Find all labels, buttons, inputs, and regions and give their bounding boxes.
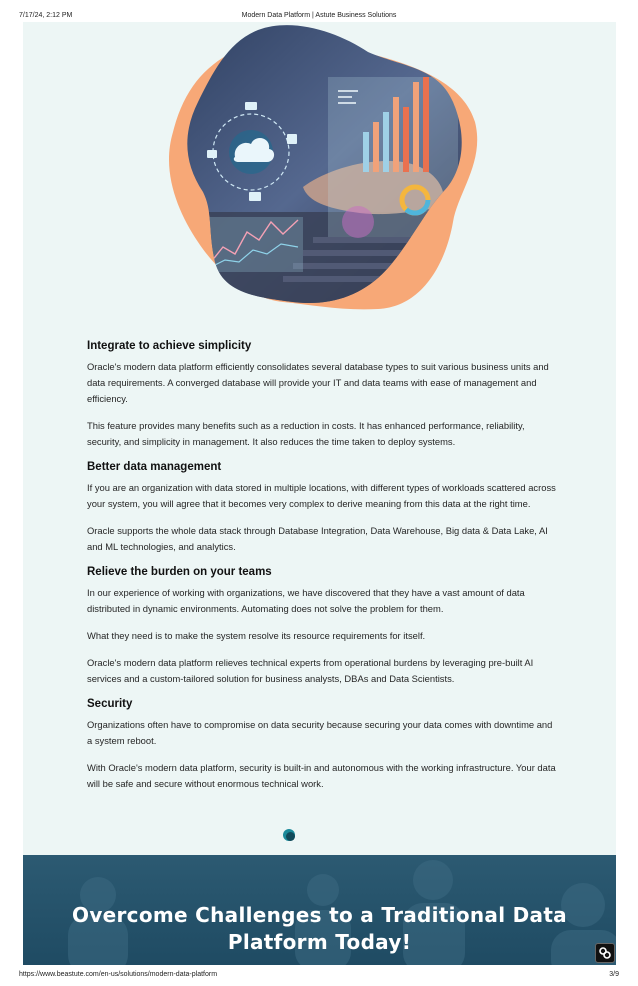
chat-link-icon [596, 944, 614, 962]
paragraph: With Oracle's modern data platform, security is built-in and autonomous with the working infrastructure. Your data will be safe and secure without enormous technical work. [87, 762, 556, 789]
article-body [87, 340, 557, 803]
section-heading: Better data management [87, 461, 222, 473]
section-heading: Security [87, 698, 133, 710]
paragraph: In our experience of working with organizations, we have discovered that they have a vast amount of data distributed in dynamic environments. Automating does not solve the problem for them. [87, 587, 525, 614]
cta-banner [23, 855, 616, 965]
print-footer [0, 966, 638, 986]
print-header [0, 0, 638, 22]
section-heading: Integrate to achieve simplicity [87, 340, 252, 352]
section-heading: Relieve the burden on your teams [87, 566, 272, 578]
paragraph: Oracle's modern data platform efficiently consolidates several database types to suit various business units and data requirements. A converged database will provide your IT and data teams with ease of management and efficiency. [87, 361, 549, 404]
section-data-management [87, 461, 557, 555]
paragraph: This feature provides many benefits such as a reduction in costs. It has enhanced performance, reliability, security, and simplicity in management. It also reduces the time taken to deploy systems. [87, 420, 525, 447]
paragraph: Oracle's modern data platform relieves technical experts from operational burdens by leveraging pre-built AI services and a custom-tailored solution for business analysts, DBAs and Data Scientists. [87, 657, 534, 684]
print-page-number: 3/9 [609, 971, 619, 978]
chat-link-button[interactable] [595, 943, 615, 963]
print-datetime: 7/17/24, 2:12 PM [19, 12, 73, 19]
data-analytics-illustration [163, 22, 483, 317]
paragraph: Organizations often have to compromise on data security because securing your data comes with downtime and a system reboot. [87, 719, 553, 746]
paragraph: Oracle supports the whole data stack through Database Integration, Data Warehouse, Big data & Data Lake, AI and ML technologies, and analytics. [87, 525, 548, 552]
section-relieve-burden [87, 566, 557, 687]
banner-title: Overcome Challenges to a Traditional Data Platform Today! [72, 903, 567, 954]
paragraph: If you are an organization with data stored in multiple locations, with different types of workloads scattered across your system, you will agree that it becomes very complex to derive meaning from this data at the right time. [87, 482, 556, 509]
divider-dot-icon [282, 828, 296, 842]
print-page-title: Modern Data Platform | Astute Business Solutions [241, 12, 397, 19]
paragraph: What they need is to make the system resolve its resource requirements for itself. [87, 630, 426, 641]
section-integrate [87, 340, 557, 450]
section-security [87, 698, 557, 792]
print-url: https://www.beastute.com/en-us/solutions/modern-data-platform [19, 971, 218, 978]
